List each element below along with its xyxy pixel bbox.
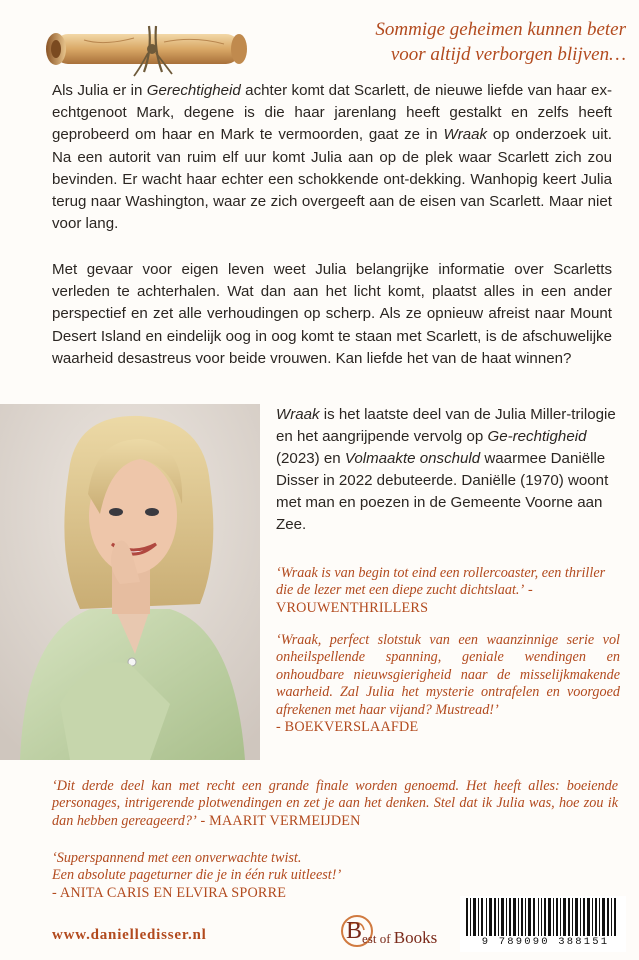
publisher-logo: B est of Books <box>340 914 460 950</box>
review-quote-vrouwenthrillers: ‘Wraak is van begin tot eind een rollercoaster, een thriller die de lezer met een diepe zucht dichtslaat.’ - VROUWENTHRILLERS <box>276 565 606 616</box>
review-quote-maarit-vermeijden: ‘Dit derde deel kan met recht een grande finale worden genoemd. Het heeft alles: boeiende personages, intrigerende plotwendingen en zet je aan het denken. Stel dat ik Julia was, hoe zou ik dan hebben gereageerd?’ - MAARIT VERMEIJDEN <box>52 778 618 829</box>
author-bio: Wraak is het laatste deel van de Julia Miller-trilogie en het aangrijpende vervolg op Ge-rechtigheid (2023) en Volmaakte onschuld waarmee Daniëlle Disser in 2022 debuteerde. Daniëlle (1970) woont met man en poezen in de Gemeente Voorne aan Zee. <box>276 406 616 533</box>
review-source: - ANITA CARIS EN ELVIRA SPORRE <box>52 884 287 901</box>
book-title-wraak: Wraak <box>443 126 488 144</box>
author-website-link[interactable]: www.danielledisser.nl <box>52 927 207 943</box>
author-photo <box>0 404 260 760</box>
tagline <box>286 17 626 67</box>
tagline-line-2: voor altijd verborgen blijven… <box>390 44 626 65</box>
blurb-paragraph-1: Als Julia er in Gerechtigheid achter komt dat Scarlett, de nieuwe liefde van haar ex-echtgenoot Mark, degene is die haar jarenlang heeft gestalkt en zelfs heeft geprobeerd om haar en Mark te vermoorden, gaat ze in Wraak op onderzoek uit. Na een autorit van ruim elf uur komt Julia aan op de plek waar Scarlett zich zou bevinden. Er wacht haar echter een schokkende ont-dekking. Wanhopig keert Julia terug naar Washington, waar ze zich overgeeft aan de eisen van Scarlett. Maar niet voor lang. <box>52 82 613 233</box>
book-title-gerechtigheid: Gerechtigheid <box>146 82 241 99</box>
review-source: - MAARIT VERMEIJDEN <box>196 812 361 829</box>
isbn-number: 9 789090 388151 <box>465 936 626 948</box>
review-quote-boekverslaafde: ‘Wraak, perfect slotstuk van een waanzinnige serie vol onheilspellende spanning, geniale wendingen en onhoudbare nieuwsgierigheid naar de misselijkmakende waarheid. Zal Julia het mysterie ontrafelen en voorgoed afrekenen met haar vijand? Mustread!’ - BOEKVERSLAAFDE <box>276 632 620 736</box>
blurb-paragraph-2: Met gevaar voor eigen leven weet Julia belangrijke informatie over Scarletts verleden te achterhalen. Wat dan aan het licht komt, plaatst alles in een ander perspectief en zet alle verhoudingen op scherp. Als ze opnieuw afreist naar Mount Desert Island en eindelijk oog in oog komt te staan met Scarlett, is de afschuwelijke waarheid desastreus voor beide vrouwen. Kan liefde het van de haat winnen? <box>52 261 612 367</box>
tagline-line-1: Sommige geheimen kunnen beter <box>375 19 626 40</box>
review-source: - VROUWENTHRILLERS <box>276 582 533 616</box>
rolled-parchment-scroll-icon <box>44 20 249 78</box>
review-source: - BOEKVERSLAAFDE <box>276 719 419 736</box>
review-quote-anita-caris: ‘Superspannend met een onverwachte twist. Een absolute pageturner die je in één ruk uitleest!’ - ANITA CARIS EN ELVIRA SPORRE <box>52 850 342 901</box>
